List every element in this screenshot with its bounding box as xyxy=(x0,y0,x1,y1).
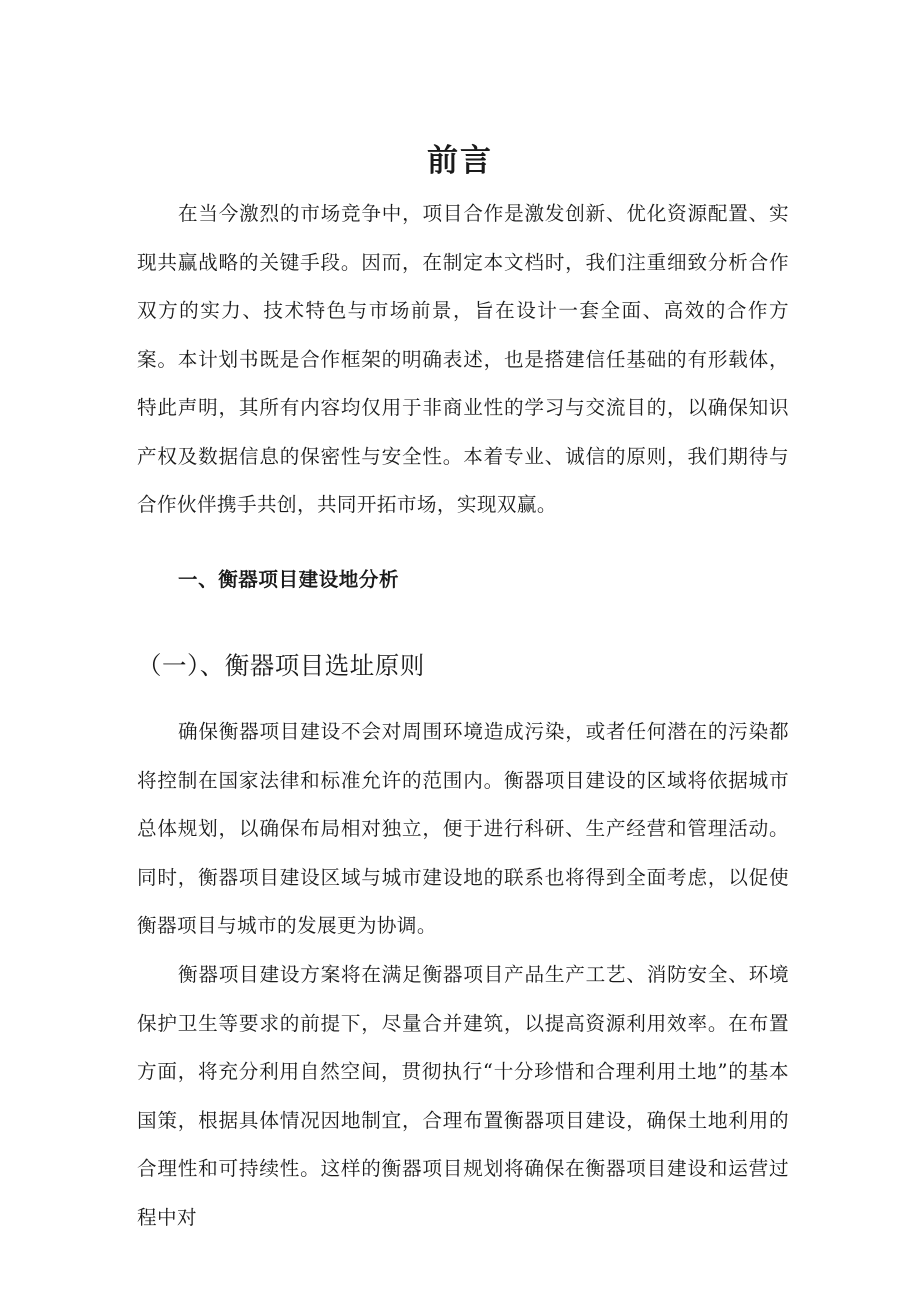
section-heading: 一、衡器项目建设地分析 xyxy=(178,568,400,591)
body-paragraph: 确保衡器项目建设不会对周围环境造成污染，或者任何潜在的污染都将控制在国家法律和标准允许的范围内。衡器项目建设的区域将依据城市总体规划，以确保布局相对独立，便于进行科研、生产经营和管理活动。同时，衡器项目建设区域与城市建设地的联系也将得到全面考虑，以促使衡器项目与城市的发展更为协调。 xyxy=(137,720,789,937)
subsection-heading: （一）、衡器项目选址原则 xyxy=(137,651,425,680)
intro-paragraph: 在当今激烈的市场竞争中，项目合作是激发创新、优化资源配置、实现共赢战略的关键手段。因而，在制定本文档时，我们注重细致分析合作双方的实力、技术特色与市场前景，旨在设计一套全面、高效的合作方案。本计划书既是合作框架的明确表述，也是搭建信任基础的有形载体，特此声明，其所有内容均仅用于非商业性的学习与交流目的，以确保知识产权及数据信息的保密性与安全性。本着专业、诚信的原则，我们期待与合作伙伴携手共创，共同开拓市场，实现双赢。 xyxy=(137,202,789,516)
page-title: 前言 xyxy=(427,142,493,179)
body-paragraph: 衡器项目建设方案将在满足衡器项目产品生产工艺、消防安全、环境保护卫生等要求的前提下，尽量合并建筑，以提高资源利用效率。在布置方面，将充分利用自然空间，贯彻执行“十分珍惜和合理利用土地”的基本国策，根据具体情况因地制宜，合理布置衡器项目建设，确保土地利用的合理性和可持续性。这样的衡器项目规划将确保在衡器项目建设和运营过程中对 xyxy=(137,963,789,1229)
